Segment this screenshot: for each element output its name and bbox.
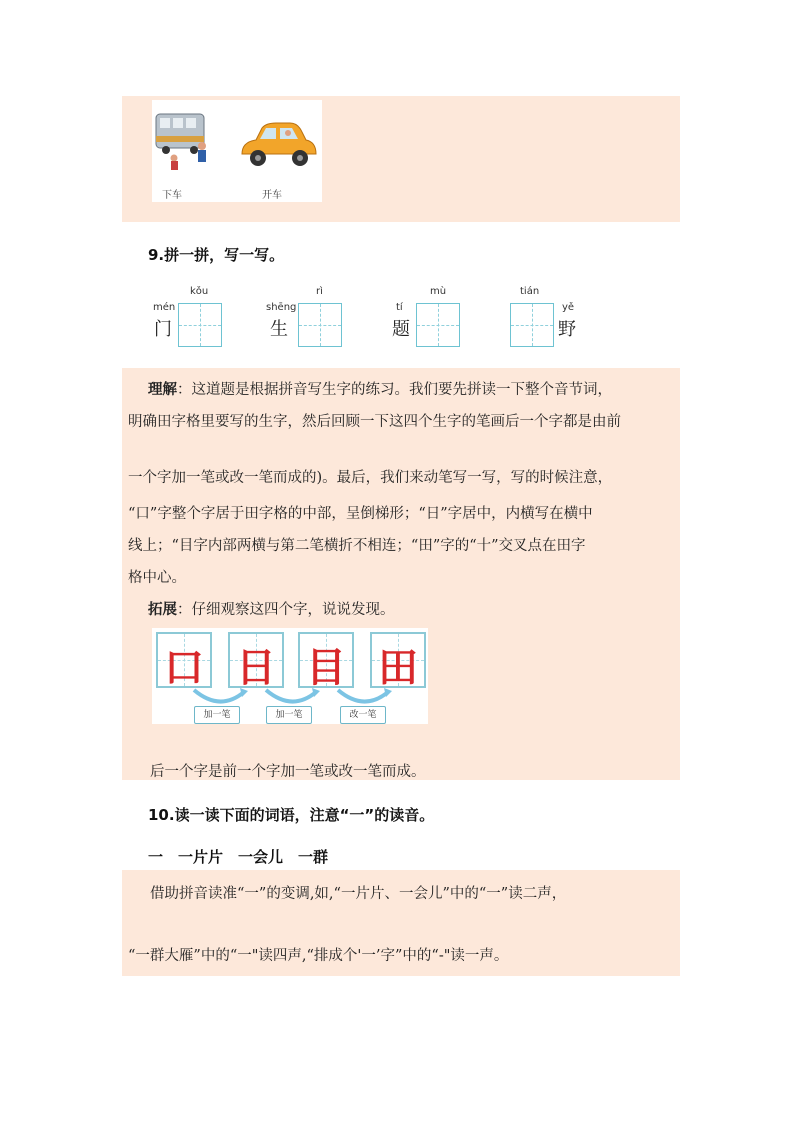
step-label-2: 加一笔 — [266, 706, 312, 724]
explain-label: 理解 — [148, 382, 177, 398]
writing-grid-kou[interactable] — [178, 303, 222, 347]
pinyin-ti: tí — [396, 302, 403, 313]
char-box-tian — [370, 632, 426, 691]
char-kou: 口 — [164, 645, 204, 691]
character-evolution-figure — [152, 628, 428, 724]
char-ti: 题 — [392, 319, 410, 340]
char-box-kou — [156, 632, 212, 691]
explain-line-3: 一个字加一笔或改一笔而成的)。最后，我们来动笔写一写，写的时候注意， — [128, 470, 613, 486]
pinyin-tian: tián — [520, 286, 540, 297]
pinyin-mu: mù — [430, 286, 447, 297]
pinyin-kou: kǒu — [190, 286, 209, 297]
explain-line-6: 格中心。 — [128, 570, 186, 586]
char-box-ri — [228, 632, 284, 691]
char-men: 门 — [154, 319, 172, 340]
illustration — [152, 100, 322, 202]
illustration-label-drive: 开车 — [262, 190, 282, 201]
pinyin-ri: rì — [316, 286, 323, 297]
writing-grid-tian[interactable] — [510, 303, 554, 347]
explain-line-5: 线上；“目字内部两横与第二笔横折不相连；“田”字的“十”交叉点在田字 — [128, 538, 586, 554]
q10-line-1: 借助拼音读准“一”的变调,如,“一片片、一会儿”中的“一”读二声， — [150, 886, 567, 902]
illustration-label-get-off: 下车 — [162, 190, 182, 201]
pinyin-men: mén — [153, 302, 176, 313]
char-box-mu — [298, 632, 354, 691]
explain-line-1: 理解：这道题是根据拼音写生字的练习。我们要先拼读一下整个音节词， — [148, 382, 612, 398]
char-mu: 目 — [306, 645, 346, 691]
extend-label: 拓展 — [148, 602, 177, 618]
char-sheng: 生 — [270, 319, 288, 340]
explain-line-2: 明确田字格里要写的生字，然后回顾一下这四个生字的笔画后一个字都是由前 — [128, 414, 621, 430]
pinyin-sheng: shēng — [266, 302, 297, 313]
q10-words: 一 一片片 一会儿 一群 — [148, 848, 329, 866]
explain-line-4: “口”字整个字居于田字格的中部，呈倒梯形；“日”字居中，内横写在横中 — [128, 506, 593, 522]
pinyin-ye: yě — [562, 302, 575, 313]
car-illustration — [236, 120, 320, 170]
extend-conclusion: 后一个字是前一个字加一笔或改一笔而成。 — [150, 764, 426, 780]
char-ye: 野 — [558, 319, 576, 340]
q10-line-2: “一群大雁”中的“一"读四声,“排成个'一’字”中的“-"读一声。 — [128, 948, 509, 964]
step-label-3: 改一笔 — [340, 706, 386, 724]
extend-line: 拓展：仔细观察这四个字，说说发现。 — [148, 602, 395, 618]
bus-illustration — [152, 106, 214, 172]
q9-heading: 9.拼一拼，写一写。 — [148, 246, 285, 264]
q10-heading: 10.读一读下面的词语，注意“一”的读音。 — [148, 806, 435, 824]
char-ri: 日 — [236, 645, 276, 691]
writing-grid-ri[interactable] — [298, 303, 342, 347]
writing-grid-mu[interactable] — [416, 303, 460, 347]
char-tian: 田 — [378, 645, 418, 691]
step-label-1: 加一笔 — [194, 706, 240, 724]
